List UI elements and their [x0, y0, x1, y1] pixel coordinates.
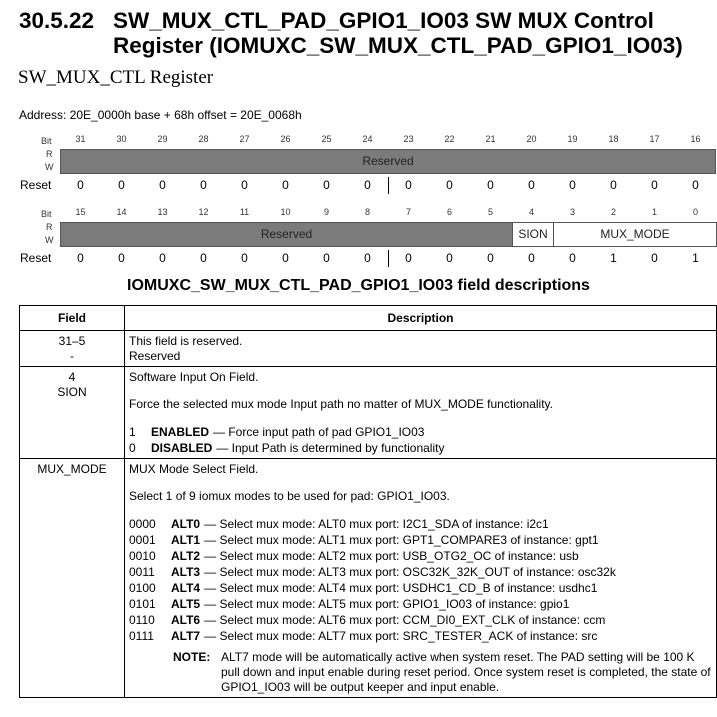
reset-value: 0: [569, 178, 576, 192]
reset-value: 0: [200, 178, 207, 192]
bit-number: 19: [567, 134, 578, 144]
bit-number: 3: [569, 207, 575, 217]
field-name: -: [70, 349, 74, 363]
reset-value: 0: [77, 178, 84, 192]
reset-value: 1: [692, 251, 699, 265]
bit-number: 8: [364, 207, 370, 217]
bit-number: 6: [446, 207, 452, 217]
bit-number: 7: [405, 207, 411, 217]
bit-number: 0: [692, 207, 698, 217]
description-line: MUX Mode Select Field.: [129, 462, 259, 476]
bit-number: 28: [198, 134, 209, 144]
bit-number: 22: [444, 134, 455, 144]
enum-text: — Force input path of pad GPIO1_IO03: [213, 425, 425, 439]
enum-entry: [129, 424, 712, 440]
table-title: IOMUXC_SW_MUX_CTL_PAD_GPIO1_IO03 field descriptions: [127, 277, 590, 294]
reserved-field-upper: Reserved: [60, 149, 716, 174]
reset-value: 0: [159, 178, 166, 192]
reset-value: 0: [323, 251, 330, 265]
bit-number: 10: [280, 207, 291, 217]
field-cell: [20, 459, 125, 698]
reset-value: 0: [241, 251, 248, 265]
description-cell: [125, 331, 717, 367]
enum-name: DISABLED: [151, 441, 213, 455]
table-row: [20, 331, 717, 367]
enum-name: ALT0: [171, 517, 201, 531]
reset-value: 0: [282, 251, 289, 265]
enum-code: 0101: [129, 597, 156, 611]
field-name: SION: [57, 385, 87, 399]
enum-name: ALT4: [171, 581, 201, 595]
reset-value: 0: [528, 251, 535, 265]
bit-numbers-lower: [0, 207, 717, 221]
mux-mode-field: MUX_MODE: [553, 222, 717, 247]
enum-name: ALT3: [171, 565, 201, 579]
enum-text: — Select mux mode: ALT5 mux port: GPIO1_IO03 of instance: gpio1: [204, 597, 570, 611]
description-cell: [125, 367, 717, 459]
write-label: W: [45, 235, 54, 245]
enum-name: ALT1: [171, 533, 201, 547]
section-title: SW_MUX_CTL_PAD_GPIO1_IO03 SW MUX Control Register (IOMUXC_SW_MUX_CTL_PAD_GPIO1_IO03): [113, 8, 683, 58]
reset-label: Reset: [20, 251, 52, 265]
enum-code: 0001: [129, 533, 156, 547]
write-label: W: [45, 162, 54, 172]
enum-code: 0010: [129, 549, 156, 563]
reset-value: 0: [77, 251, 84, 265]
table-row: [20, 459, 717, 698]
note-text: ALT7 mode will be automatically active when system reset. The PAD setting will be 100 K pull down and input enable during reset period. Once system reset is completed, the state of GPIO1_IO03 will be output keeper and input enable.: [221, 650, 711, 694]
enum-code: 0: [129, 441, 136, 455]
reset-value: 0: [528, 178, 535, 192]
enum-code: 1: [129, 425, 136, 439]
bit-number: 23: [403, 134, 414, 144]
field-bits: 31–5: [58, 334, 86, 348]
enum-text: — Select mux mode: ALT1 mux port: GPT1_COMPARE3 of instance: gpt1: [204, 533, 599, 547]
description-line: Force the selected mux mode Input path no matter of MUX_MODE functionality.: [129, 397, 553, 411]
enum-text: — Select mux mode: ALT0 mux port: I2C1_SDA of instance: i2c1: [204, 517, 549, 531]
bit-label: Bit: [41, 136, 52, 146]
bit-number: 12: [198, 207, 209, 217]
bit-numbers-upper: [0, 134, 717, 148]
enum-code: 0110: [129, 613, 155, 627]
field-bits: MUX_MODE: [37, 462, 107, 476]
note-block: [173, 650, 712, 695]
bit-number: 14: [116, 207, 127, 217]
bit-number: 26: [280, 134, 291, 144]
reset-value: 0: [364, 251, 371, 265]
note-label: NOTE:: [173, 650, 211, 664]
enum-entry: [129, 612, 712, 628]
reset-value: 0: [651, 251, 658, 265]
byte-separator: [388, 177, 389, 194]
bit-number: 4: [528, 207, 534, 217]
enum-entry: [129, 580, 712, 596]
bit-number: 13: [157, 207, 168, 217]
reset-value: 0: [487, 251, 494, 265]
reset-value: 0: [610, 178, 617, 192]
description-column-header: Description: [125, 306, 717, 331]
bit-number: 15: [75, 207, 86, 217]
reset-value: 0: [241, 178, 248, 192]
enum-code: 0100: [129, 581, 156, 595]
section-number: 30.5.22: [19, 8, 95, 33]
bit-number: 29: [157, 134, 168, 144]
bit-number: 25: [321, 134, 332, 144]
enum-text: — Select mux mode: ALT6 mux port: CCM_DI0_EXT_CLK of instance: ccm: [204, 613, 606, 627]
enum-entry: [129, 628, 712, 644]
mux-mode-enum-list: [129, 516, 712, 644]
field-cell: [20, 367, 125, 459]
reset-value: 0: [446, 178, 453, 192]
bit-label: Bit: [41, 209, 52, 219]
reset-value: 0: [364, 178, 371, 192]
bit-number: 5: [487, 207, 493, 217]
field-cell: [20, 331, 125, 367]
bit-number: 24: [362, 134, 373, 144]
field-descriptions-table: [19, 305, 717, 698]
bit-number: 11: [239, 207, 250, 217]
description-line: Select 1 of 9 iomux modes to be used for pad: GPIO1_IO03.: [129, 489, 450, 503]
description-cell: [125, 459, 717, 698]
field-column-header: Field: [20, 306, 125, 331]
reset-values-upper: [0, 178, 717, 192]
enum-text: — Select mux mode: ALT3 mux port: OSC32K_32K_OUT of instance: osc32k: [204, 565, 616, 579]
bit-number: 20: [526, 134, 537, 144]
enum-text: — Select mux mode: ALT2 mux port: USB_OTG2_OC of instance: usb: [204, 549, 579, 563]
table-row: [20, 367, 717, 459]
enum-text: — Select mux mode: ALT4 mux port: USDHC1_CD_B of instance: usdhc1: [204, 581, 598, 595]
reset-value: 0: [487, 178, 494, 192]
enum-entry: [129, 596, 712, 612]
bit-number: 9: [323, 207, 329, 217]
enum-text: — Input Path is determined by functionality: [216, 441, 445, 455]
bit-number: 17: [649, 134, 660, 144]
field-bits: 4: [68, 370, 76, 384]
table-header-row: [20, 306, 717, 331]
reset-value: 0: [323, 178, 330, 192]
bit-number: 2: [610, 207, 616, 217]
enum-code: 0111: [129, 629, 154, 643]
enum-text: — Select mux mode: ALT7 mux port: SRC_TESTER_ACK of instance: src: [204, 629, 598, 643]
reserved-field-lower: Reserved: [60, 222, 513, 247]
reset-value: 0: [200, 251, 207, 265]
reset-value: 0: [569, 251, 576, 265]
enum-entry: [129, 548, 712, 564]
enum-entry: [129, 516, 712, 532]
enum-entry: [129, 564, 712, 580]
description-line: This field is reserved.: [129, 334, 243, 348]
enum-name: ALT6: [171, 613, 201, 627]
reset-value: 0: [446, 251, 453, 265]
bit-number: 16: [690, 134, 701, 144]
bit-number: 1: [651, 207, 657, 217]
bit-number: 31: [75, 134, 86, 144]
reset-value: 0: [405, 251, 412, 265]
reset-value: 1: [610, 251, 617, 265]
reset-value: 0: [159, 251, 166, 265]
enum-name: ALT7: [171, 629, 201, 643]
byte-separator: [388, 250, 389, 267]
bit-number: 21: [485, 134, 496, 144]
reset-value: 0: [118, 178, 125, 192]
enum-code: 0011: [129, 565, 155, 579]
read-label: R: [46, 222, 53, 232]
reset-values-lower: [0, 251, 717, 265]
reset-label: Reset: [20, 178, 52, 192]
bit-number: 18: [608, 134, 619, 144]
read-label: R: [46, 149, 53, 159]
enum-name: ENABLED: [151, 425, 210, 439]
reset-value: 0: [282, 178, 289, 192]
reset-value: 0: [692, 178, 699, 192]
description-line: Software Input On Field.: [129, 370, 259, 384]
enum-entry: [129, 440, 712, 456]
enum-code: 0000: [129, 517, 156, 531]
reset-value: 0: [405, 178, 412, 192]
description-line: Reserved: [129, 349, 181, 363]
register-subheading: SW_MUX_CTL Register: [18, 67, 214, 88]
register-address: Address: 20E_0000h base + 68h offset = 20E_0068h: [19, 108, 302, 122]
bit-number: 27: [239, 134, 250, 144]
reset-value: 0: [651, 178, 658, 192]
enum-name: ALT2: [171, 549, 201, 563]
reset-value: 0: [118, 251, 125, 265]
enum-entry: [129, 532, 712, 548]
sion-field: SION: [512, 222, 554, 247]
bit-number: 30: [116, 134, 127, 144]
enum-name: ALT5: [171, 597, 201, 611]
